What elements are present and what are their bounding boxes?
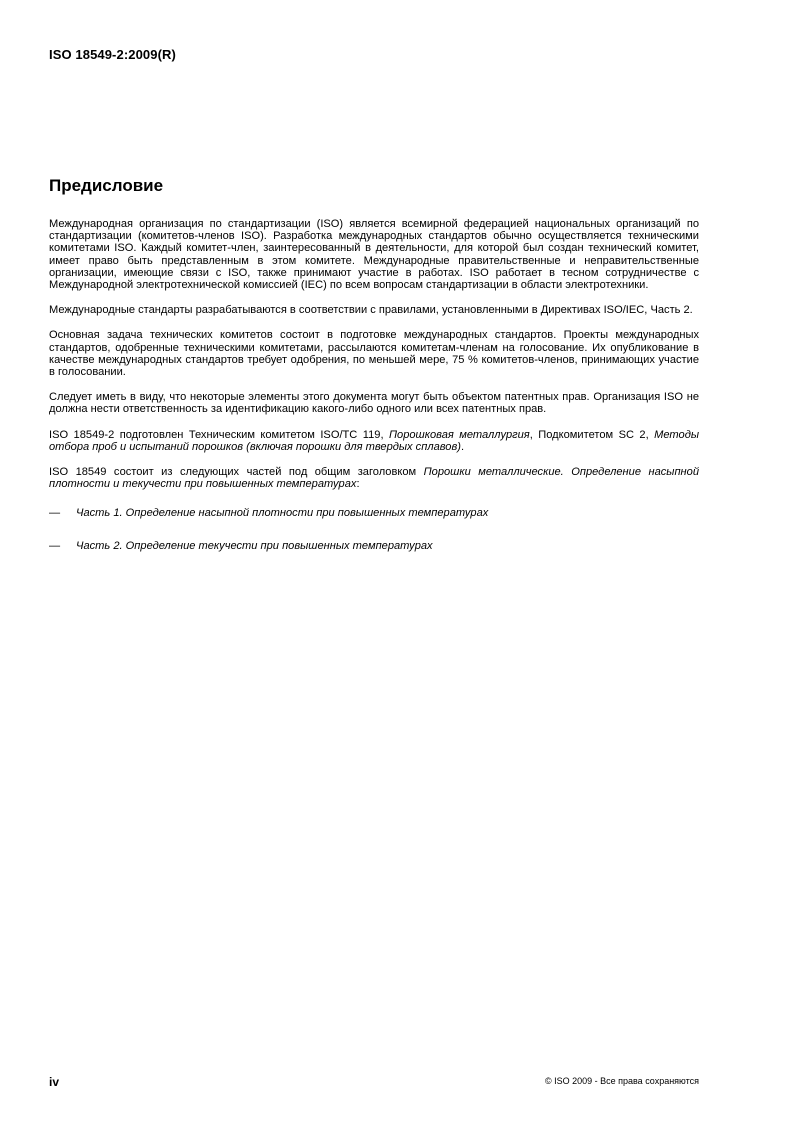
prepared-text-2: , Подкомитетом SC 2, <box>529 428 655 441</box>
parts-intro-text-2: : <box>356 478 360 491</box>
paragraph-prepared-by <box>49 429 699 453</box>
prepared-text-3: . <box>460 440 465 453</box>
list-item-part-2 <box>49 540 699 552</box>
paragraph-directives: Международные стандарты разрабатываются в соответствии с правилами, установленными в Директивах ISO/IEC, Часть 2. <box>49 304 693 317</box>
part-1-title: Часть 1. Определение насыпной плотности при повышенных температурах <box>76 507 489 520</box>
part-2-title: Часть 2. Определение текучести при повышенных температурах <box>76 539 433 552</box>
parts-intro-text-1: ISO 18549 состоит из следующих частей под общим заголовком <box>49 466 424 479</box>
paragraph-iso-organization: Международная организация по стандартизации (ISO) является всемирной федерацией национальных организаций по стандартизации (комитетов-членов ISO). Разработка международных стандартов обычно осуществляется техническими комитетами ISO. Каждый комитет-член, заинтересованный в деятельности, для которой был создан технический комитет, имеет право быть представленным в этом комитете. Международные правительственные и неправительственные организации, имеющие связи с ISO, также принимают участие в работах. ISO работает в тесном сотрудничестве с Международной электротехнической комиссией (IEC) по всем вопросам стандартизации в области электротехники. <box>49 218 699 292</box>
list-item-part-1 <box>49 507 699 519</box>
list-dash: — <box>49 507 61 520</box>
prepared-subcommittee-name: Методы отбора проб и испытаний порошков (включая порошки для твердых сплавов) <box>49 428 699 453</box>
parts-general-title: Порошки металлические. Определение насыпной плотности и текучести при повышенных температурах <box>49 466 699 491</box>
foreword-section <box>49 176 699 572</box>
prepared-text-1: ISO 18549-2 подготовлен Техническим комитетом ISO/TC 119, <box>49 428 389 441</box>
section-title: Предисловие <box>49 176 164 195</box>
copyright-notice: © ISO 2009 - Все права сохраняются <box>544 1076 699 1086</box>
paragraph-parts-intro <box>49 466 699 490</box>
page-number: iv <box>49 1075 60 1089</box>
paragraph-patent-rights: Следует иметь в виду, что некоторые элементы этого документа могут быть объектом патентных прав. Организация ISO не должна нести ответственность за идентификацию какого-либо одного или всех патентных прав. <box>49 391 699 416</box>
list-dash: — <box>49 539 61 552</box>
prepared-committee-name: Порошковая металлургия <box>388 428 530 441</box>
document-id: ISO 18549-2:2009(R) <box>49 47 176 62</box>
paragraph-committee-task: Основная задача технических комитетов состоит в подготовке международных стандартов. Проекты международных стандартов, одобренные техническими комитетами, рассылаются комитетам-членам на голосование. Их опубликование в качестве международных стандартов требует одобрения, по меньшей мере, 75 % комитетов-членов, принимающих участие в голосовании. <box>49 329 699 379</box>
